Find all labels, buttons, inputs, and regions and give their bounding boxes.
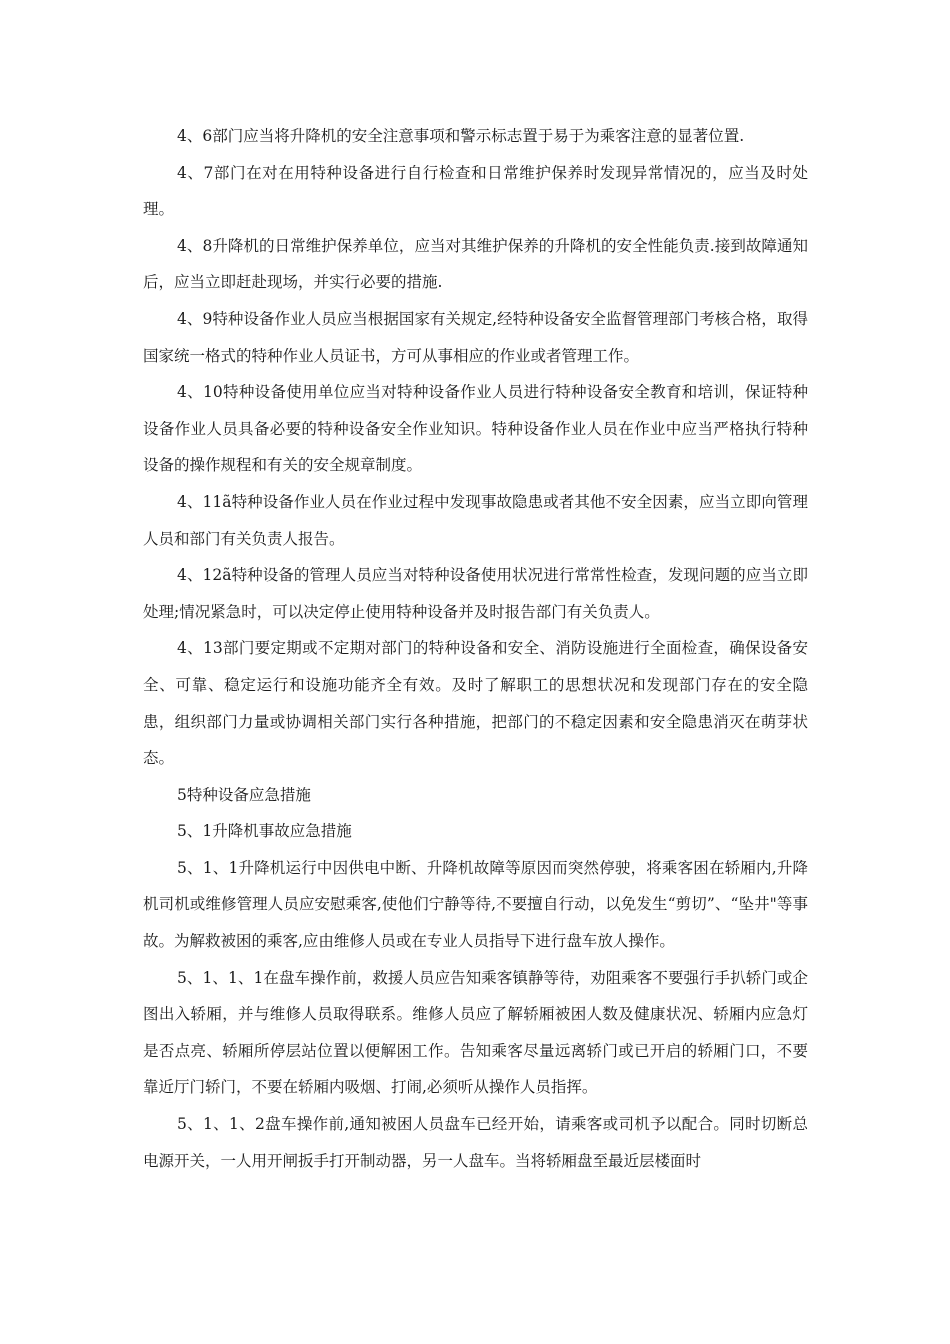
paragraph-4-10: 4、10特种设备使用单位应当对特种设备作业人员进行特种设备安全教育和培训，保证特种设备作业人员具备必要的特种设备安全作业知识。特种设备作业人员在作业中应当严格执行特种设备的操作规程和有关的安全规章制度。: [143, 383, 808, 475]
paragraph-4-8: 4、8升降机的日常维护保养单位，应当对其维护保养的升降机的安全性能负责.接到故障通知后，应当立即赶赴现场，并实行必要的措施.: [143, 236, 808, 292]
paragraph-4-9: 4、9特种设备作业人员应当根据国家有关规定,经特种设备安全监督管理部门考核合格，取得国家统一格式的特种作业人员证书，方可从事相应的作业或者管理工作。: [143, 309, 808, 365]
paragraph-4-7: 4、7部门在对在用特种设备进行自行检查和日常维护保养时发现异常情况的，应当及时处理。: [143, 163, 808, 219]
paragraph-5-1-1-1: 5、1、1、1在盘车操作前，救援人员应告知乘客镇静等待，劝阻乘客不要强行手扒轿门或企图出入轿厢，并与维修人员取得联系。维修人员应了解轿厢被困人数及健康状况、轿厢内应急灯是否点亮、轿厢所停层站位置以便解困工作。告知乘客尽量远离轿门或已开启的轿厢门口，不要靠近厅门轿门，不要在轿厢内吸烟、打闹,必须听从操作人员指挥。: [143, 968, 808, 1097]
paragraph-4-13: 4、13部门要定期或不定期对部门的特种设备和安全、消防设施进行全面检查，确保设备安全、可靠、稳定运行和设施功能齐全有效。及时了解职工的思想状况和发现部门存在的安全隐患，组织部门力量或协调相关部门实行各种措施，把部门的不稳定因素和安全隐患消灭在萌芽状态。: [143, 639, 808, 768]
paragraph-4-11: 4、11ã特种设备作业人员在作业过程中发现事故隐患或者其他不安全因素，应当立即向管理人员和部门有关负责人报告。: [143, 492, 808, 548]
section-heading-5: 5特种设备应急措施: [177, 785, 311, 804]
paragraph-5-1-1-2: 5、1、1、2盘车操作前,通知被困人员盘车已经开始，请乘客或司机予以配合。同时切断总电源开关，一人用开闸扳手打开制动器，另一人盘车。当将轿厢盘至最近层楼面时: [143, 1115, 808, 1170]
document-body: [143, 118, 808, 1179]
paragraph-4-12: 4、12ã特种设备的管理人员应当对特种设备使用状况进行常常性检查，发现问题的应当立即处理;情况紧急时，可以决定停止使用特种设备并及时报告部门有关负责人。: [143, 566, 808, 621]
paragraph-4-6: 4、6部门应当将升降机的安全注意事项和警示标志置于易于为乘客注意的显著位置.: [177, 127, 745, 145]
paragraph-5-1-1: 5、1、1升降机运行中因供电中断、升降机故障等原因而突然停驶，将乘客困在轿厢内,升降机司机或维修管理人员应安慰乘客,使他们宁静等待,不要擅自行动，以免发生“剪切”、“坠井"等事故。为解救被困的乘客,应由维修人员或在专业人员指导下进行盘车放人操作。: [143, 858, 808, 951]
section-heading-5-1: 5、1升降机事故应急措施: [177, 822, 352, 841]
